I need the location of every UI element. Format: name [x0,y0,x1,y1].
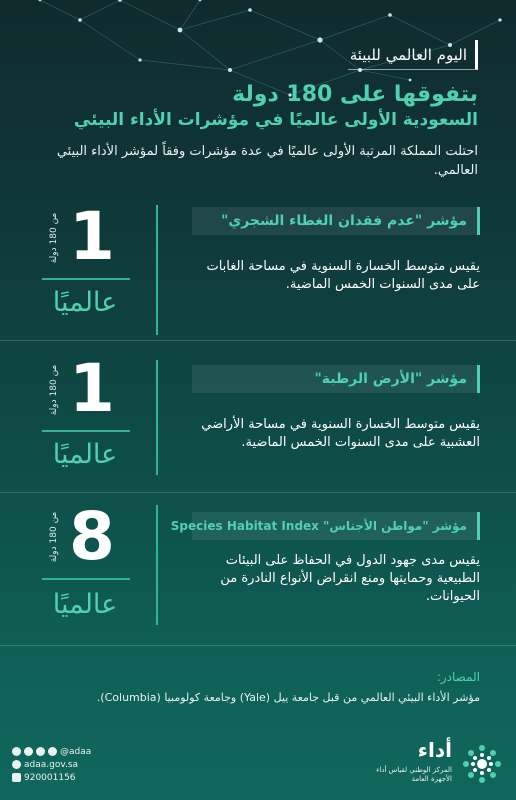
section-divider-2 [156,360,158,475]
rank-of-count: من 180 دولة [49,364,59,416]
indicator-title: مؤشر "مواطن الأجناس" Species Habitat Index [192,512,480,540]
phone-number[interactable]: 920001156 [24,772,76,783]
instagram-icon [48,747,57,756]
adaa-logo [356,738,506,792]
rank-of-count: من 180 دولة [49,212,59,264]
social-handle[interactable]: @adaa [60,746,92,757]
rank-global-label: عالميًا [52,439,118,470]
rank-underline [42,578,130,580]
intro-text: احتلت المملكة المرتبة الأولى عالميًا في عدة مؤشرات وفقاً لمؤشر الأداء البيئي العالمي. [56,144,478,178]
social-row [12,745,91,758]
event-tag: اليوم العالمي للبيئة [348,40,478,70]
website-row [12,758,91,771]
phone-row [12,771,91,784]
phone-icon [12,773,21,782]
logo-name: أداء [417,738,452,762]
twitter-icon [12,747,21,756]
rank-number: 8 [69,498,115,575]
separator [0,492,516,493]
indicator-description: يقيس مدى جهود الدول في الحفاظ على البيئات الطبيعية وحمايتها ومنع انقراض الأنواع النادرة من الحيوانات. [220,553,480,604]
globe-icon [12,760,21,769]
headline-secondary: السعودية الأولى عالميًا في مؤشرات الأداء البيئي [73,110,478,130]
section-divider-3 [156,505,158,625]
rank-global-label: عالميًا [52,287,118,318]
sources-text: مؤشر الأداء البيئي العالمي من قبل جامعة ييل (Yale) وجامعة كولومبيا (Columbia). [96,691,480,704]
section-divider-1 [156,205,158,335]
website-link[interactable]: adaa.gov.sa [24,759,79,770]
youtube-icon [24,747,33,756]
rank-underline [42,430,130,432]
indicator-description: يقيس متوسط الخسارة السنوية في مساحة الغابات على مدى السنوات الخمس الماضية. [206,259,480,292]
rank-of-count: من 180 دولة [49,511,59,563]
rank-underline [42,278,130,280]
linkedin-icon [36,747,45,756]
headline-primary: بتفوقها على 180 دولة [232,82,478,107]
separator [0,645,516,646]
rank-number: 1 [69,198,115,275]
contact-info [12,745,91,784]
logo-subtitle: المركز الوطني لقياس أداء الأجهزة العامة [376,766,452,783]
sources-label: المصادر: [436,670,480,684]
indicator-description: يقيس متوسط الخسارة السنوية في مساحة الأراضي العشبية على مدى السنوات الخمس الماضية. [201,417,480,450]
indicator-title: مؤشر "الأرض الرطبة" [192,365,480,393]
rank-number: 1 [69,350,115,427]
rank-global-label: عالميًا [52,589,118,620]
separator [0,340,516,341]
indicator-title: مؤشر "عدم فقدان الغطاء الشجري" [192,207,480,235]
logo-emblem-icon [458,740,506,788]
